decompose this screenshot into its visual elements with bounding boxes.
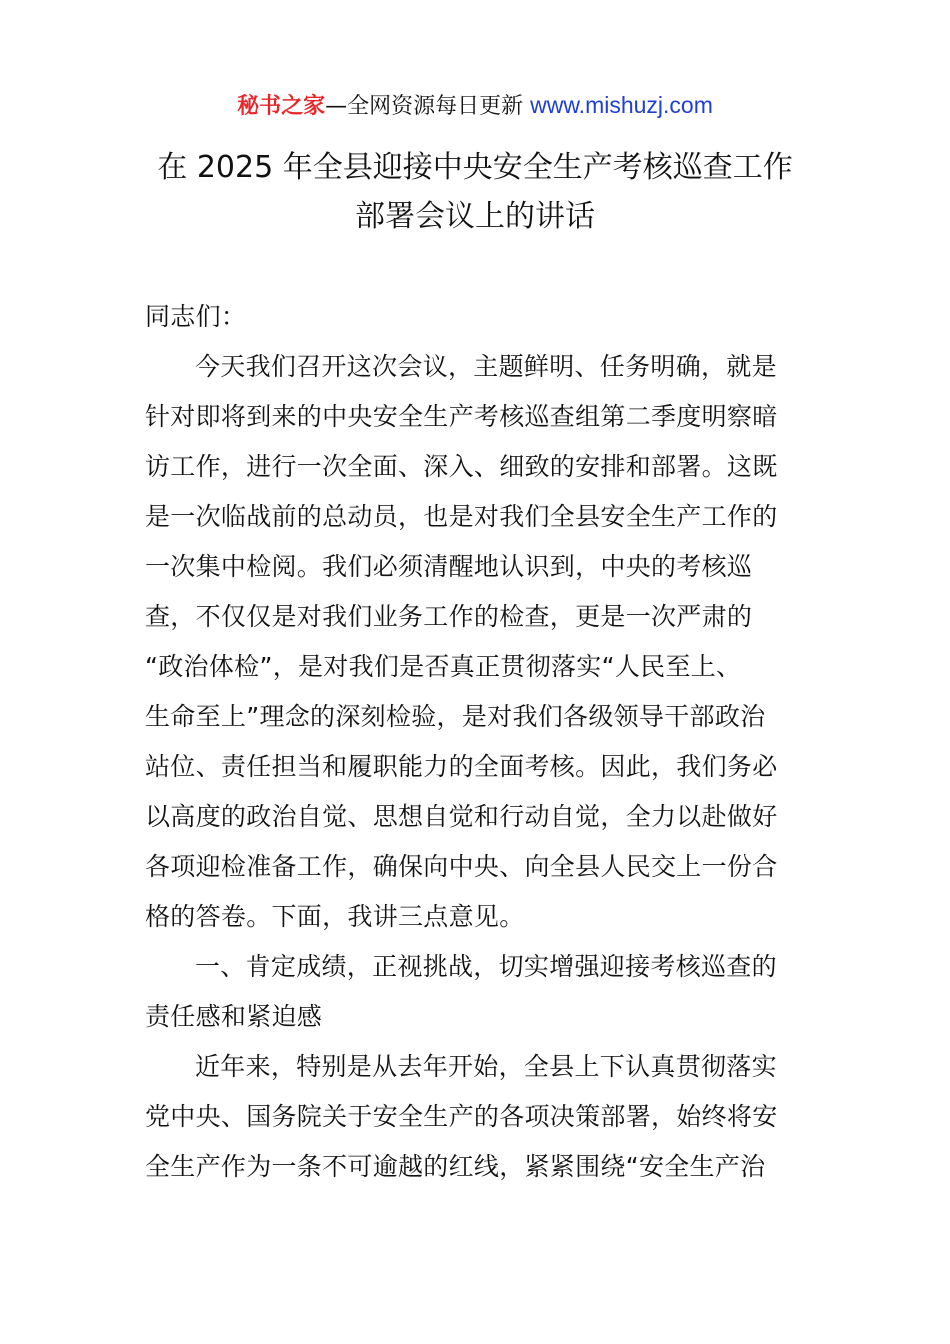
body-line: 全生产作为一条不可逾越的红线，紧紧围绕“安全生产治: [145, 1152, 766, 1181]
body-line: 针对即将到来的中央安全生产考核巡查组第二季度明察暗: [145, 402, 778, 431]
body-line: 今天我们召开这次会议，主题鲜明、任务明确，就是: [195, 352, 777, 381]
body-line: 查，不仅仅是对我们业务工作的检查，更是一次严肃的: [145, 602, 753, 631]
body-line: 格的答卷。下面，我讲三点意见。: [145, 902, 525, 931]
body-line: 站位、责任担当和履职能力的全面考核。因此，我们务必: [145, 752, 778, 781]
body-line: 生命至上”理念的深刻检验，是对我们各级领导干部政治: [145, 702, 766, 731]
body-line: 访工作，进行一次全面、深入、细致的安排和部署。这既: [145, 452, 778, 481]
brand-name: 秘书之家: [237, 94, 326, 119]
document-body: [145, 292, 810, 1192]
body-line: “政治体检”，是对我们是否真正贯彻落实“人民至上、: [145, 652, 742, 681]
body-line: 是一次临战前的总动员，也是对我们全县安全生产工作的: [145, 502, 778, 531]
site-url-link[interactable]: www.mishuzj.com: [530, 92, 713, 118]
body-line: 各项迎检准备工作，确保向中央、向全县人民交上一份合: [145, 852, 778, 881]
body-line: 以高度的政治自觉、思想自觉和行动自觉，全力以赴做好: [145, 802, 778, 831]
body-line: 党中央、国务院关于安全生产的各项决策部署，始终将安: [145, 1102, 778, 1131]
body-line: 一次集中检阅。我们必须清醒地认识到，中央的考核巡: [145, 552, 753, 581]
document-title-line-2: 部署会议上的讲话: [355, 199, 595, 234]
header-tagline: —全网资源每日更新: [325, 94, 531, 119]
body-line: 近年来，特别是从去年开始，全县上下认真贯彻落实: [195, 1052, 777, 1081]
watermark-header: [0, 90, 950, 122]
section-heading-line: 一、肯定成绩，正视挑战，切实增强迎接考核巡查的: [195, 952, 777, 981]
section-heading-line: 责任感和紧迫感: [145, 1002, 323, 1031]
document-title-line-1: 在 2025 年全县迎接中央安全生产考核巡查工作: [157, 150, 793, 185]
salutation-line: 同志们：: [145, 302, 247, 331]
